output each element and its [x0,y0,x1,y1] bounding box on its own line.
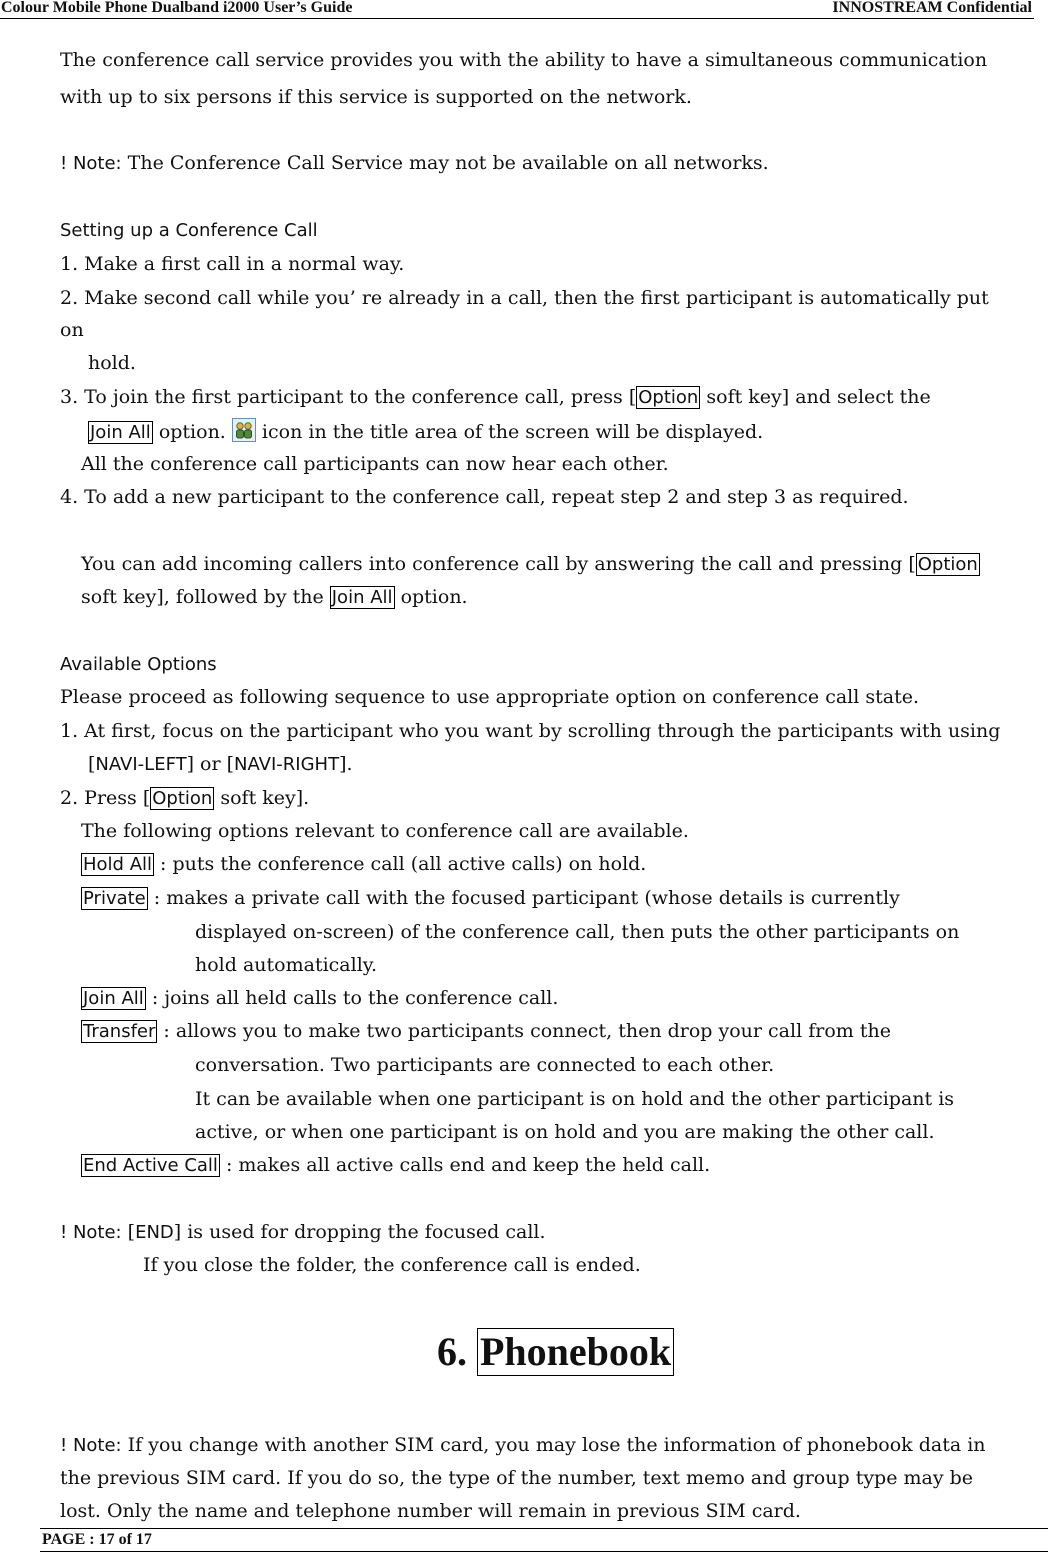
join-all-label: Join All [331,587,393,608]
option-private-cont-1: displayed on-screen) of the conference call, then puts the other participants on [195,921,960,943]
option-transfer-cont-3: active, or when one participant is on hold and you are making the other call. [195,1121,935,1143]
softkey-text: soft key]. [214,787,310,809]
setup-step-4: 4. To add a new participant to the conference call, repeat step 2 and step 3 as required. [60,486,909,508]
note-close-folder: If you close the folder, the conference call is ended. [143,1254,641,1276]
bracket-close: ]. [339,753,353,775]
available-step-1-cont [88,752,353,777]
conference-call-icon [232,418,256,442]
option-private [81,886,900,911]
setup-step-2-cont: on [60,319,84,341]
option-key: End Active Call [83,1155,218,1176]
join-all-label: Join All [90,422,151,443]
end-key: END [135,1222,174,1243]
option-desc: : makes a private call with the focused participant (whose details is currently [147,887,900,909]
option-desc: : puts the conference call (all active calls) on hold. [154,853,647,875]
intro-line-1: The conference call service provides you with the ability to have a simultaneous communication [60,49,988,71]
note-sim-line-1 [60,1433,986,1458]
step-3-text: 3. To join the first participant to the conference call, press [ [60,386,637,408]
page-footer [40,1528,1048,1552]
incoming-line-2 [81,585,468,610]
option-private-cont-2: hold automatically. [195,954,378,976]
note-sim-line-3: lost. Only the name and telephone number will remain in previous SIM card. [60,1500,801,1522]
option-end-active-call [81,1153,710,1178]
incoming-end-text: option. [394,586,468,608]
option-desc: : makes all active calls end and keep the held call. [219,1154,711,1176]
intro-line-2: with up to six persons if this service is supported on the network. [60,86,692,108]
available-following: The following options relevant to conference call are available. [81,820,689,842]
setup-step-3 [60,385,931,410]
navi-left-key: NAVI-LEFT [95,754,187,775]
option-key: Transfer [83,1021,156,1042]
header-confidential: INNOSTREAM Confidential [832,0,1032,16]
note-sim-text: If you change with another SIM card, you may lose the information of phonebook data in [121,1434,986,1456]
option-softkey-label: Option [152,788,213,809]
note-end-text: ] is used for dropping the focused call. [173,1221,546,1243]
note-label: ! Note: [60,1435,122,1456]
or-text: ] or [ [186,753,235,775]
incoming-soft-text: soft key], followed by the [81,586,330,608]
available-step-1: 1. At first, focus on the participant who you want by scrolling through the participants with using [60,720,1001,742]
page-header [0,0,1034,19]
chapter-heading [437,1327,674,1377]
press-text: 2. Press [ [60,787,151,809]
section-title-available: Available Options [60,654,217,675]
note-sim-line-2: the previous SIM card. If you do so, the type of the number, text memo and group type may be [60,1467,974,1489]
option-key: Hold All [83,854,153,875]
option-join-all [81,986,558,1011]
available-step-2 [60,786,309,811]
setup-step-1: 1. Make a first call in a normal way. [60,253,405,275]
note-network [60,151,769,176]
setup-step-3-note: All the conference call participants can now hear each other. [81,453,669,475]
option-softkey-label: Option [638,387,699,408]
option-transfer-cont-1: conversation. Two participants are connected to each other. [195,1054,775,1076]
page-number: PAGE : 17 of 17 [42,1531,152,1548]
bracket-open: [ [88,753,96,775]
option-transfer [81,1019,891,1044]
option-key: Join All [83,988,144,1009]
option-desc: : allows you to make two participants connect, then drop your call from the [157,1020,891,1042]
note-bracket: [ [121,1221,136,1243]
option-desc: : joins all held calls to the conference call. [145,987,559,1009]
section-title-setup: Setting up a Conference Call [60,220,318,241]
step-3-option-text: option. [152,421,232,443]
available-intro: Please proceed as following sequence to use appropriate option on conference call state. [60,686,919,708]
header-title: Colour Mobile Phone Dualband i2000 User’s Guide [1,0,353,16]
chapter-number: 6. [437,1329,467,1374]
option-transfer-cont-2: It can be available when one participant is on hold and the other participant is [195,1088,955,1110]
setup-step-2: 2. Make second call while you’ re already in a call, then the first participant is automatically put [60,287,989,309]
note-label: ! Note: [60,1222,122,1243]
incoming-line-1 [81,552,980,577]
chapter-title: Phonebook [477,1328,674,1376]
setup-step-2-hold: hold. [88,352,136,374]
step-3-icon-text: icon in the title area of the screen will be displayed. [255,421,764,443]
option-hold-all [81,852,646,877]
note-text: The Conference Call Service may not be available on all networks. [121,152,769,174]
navi-right-key: NAVI-RIGHT [234,754,340,775]
incoming-text: You can add incoming callers into conference call by answering the call and pressing [ [81,553,916,575]
option-softkey-label: Option [917,554,978,575]
option-key: Private [83,888,146,909]
note-label: ! Note: [60,153,122,174]
setup-step-3-cont [88,418,763,445]
step-3-text-end: soft key] and select the [700,386,931,408]
note-end-key [60,1220,546,1245]
